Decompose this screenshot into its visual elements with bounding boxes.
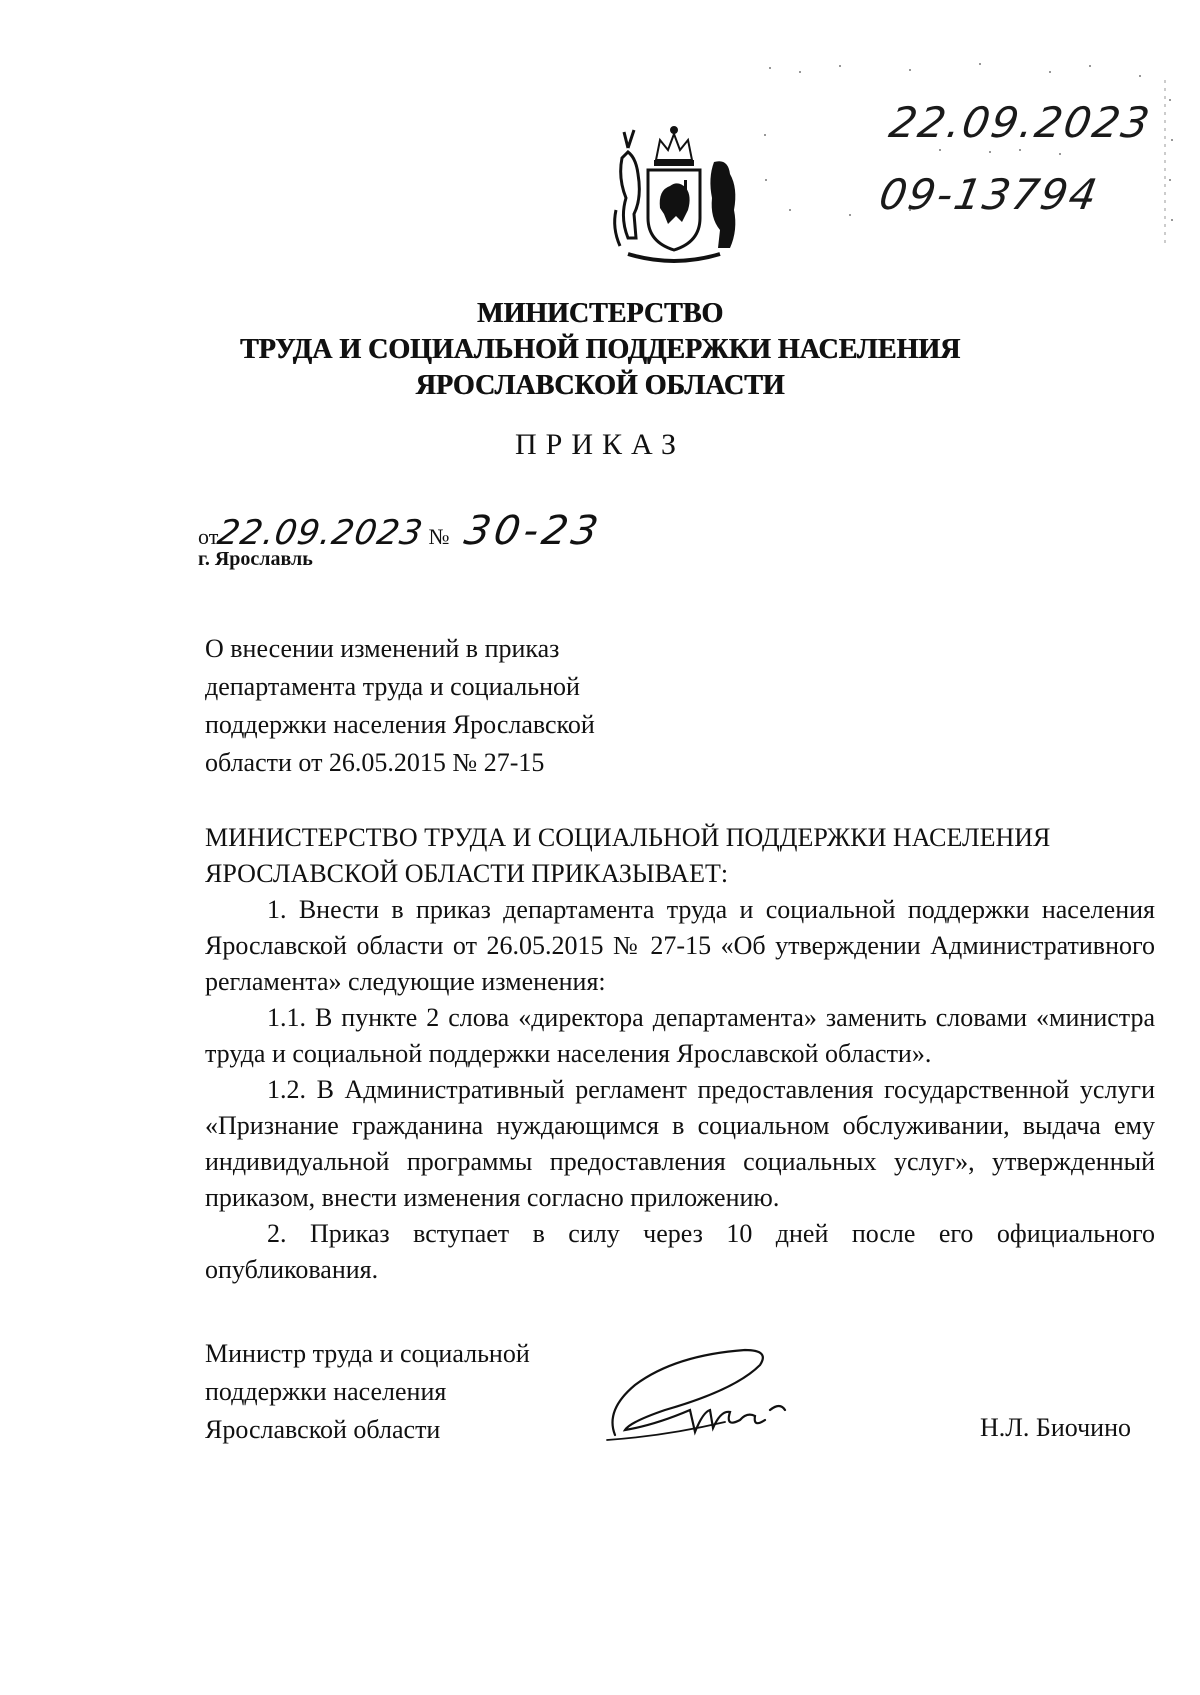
ministry-line-2: ТРУДА И СОЦИАЛЬНОЙ ПОДДЕРЖКИ НАСЕЛЕНИЯ: [239, 334, 961, 365]
signatory-name: Н.Л. Биочино: [980, 1413, 1131, 1442]
signatory-position: [205, 1335, 530, 1449]
order-city: г. Ярославль: [198, 548, 313, 570]
stamp-date: 22.09.2023: [885, 98, 1155, 147]
body-paragraph-1-2: 1.2. В Административный регламент предоставления государственной услуги «Признание гражданина нуждающимся в социальном обслуживании, выдача ему индивидуальной программы предоставления социальных услуг», утвержденный приказом, внести изменения согласно приложению.: [205, 1075, 1155, 1212]
body-lead: МИНИСТЕРСТВО ТРУДА И СОЦИАЛЬНОЙ ПОДДЕРЖКИ НАСЕЛЕНИЯ ЯРОСЛАВСКОЙ ОБЛАСТИ ПРИКАЗЫВАЕТ:: [205, 823, 1051, 888]
stamp-number: 09-13794: [875, 170, 1103, 219]
subject-line-3: поддержки населения Ярославской: [205, 710, 595, 739]
body-paragraph-2: 2. Приказ вступает в силу через 10 дней после его официального опубликования.: [205, 1219, 1155, 1284]
handwritten-signature: [595, 1340, 815, 1450]
document-type-title: ПРИКАЗ: [515, 428, 685, 461]
body-paragraph-1: 1. Внести в приказ департамента труда и социальной поддержки населения Ярославской области от 26.05.2015 № 27-15 «Об утверждении Административного регламента» следующие изменения:: [205, 895, 1155, 996]
ministry-line-3: ЯРОСЛАВСКОЙ ОБЛАСТИ: [415, 370, 785, 401]
position-line-3: Ярославской области: [205, 1415, 441, 1444]
date-prefix: от: [198, 524, 219, 549]
position-line-2: поддержки населения: [205, 1377, 447, 1406]
number-prefix: №: [428, 524, 450, 549]
ministry-header: [0, 296, 1200, 404]
order-number: 30-23: [460, 508, 606, 554]
subject-line-4: области от 26.05.2015 № 27-15: [205, 748, 545, 777]
stamp-border: [760, 60, 1180, 250]
order-body: [205, 820, 1155, 1288]
subject-line-1: О внесении изменений в приказ: [205, 634, 560, 663]
position-line-1: Министр труда и социальной: [205, 1339, 530, 1368]
yaroslavl-coat-of-arms-icon: [598, 118, 750, 268]
registration-stamp: [760, 60, 1180, 250]
body-paragraph-1-1: 1.1. В пункте 2 слова «директора департамента» заменить словами «министра труда и социальной поддержки населения Ярославской области».: [205, 1003, 1155, 1068]
order-subject: [205, 630, 665, 782]
ministry-line-1: МИНИСТЕРСТВО: [476, 298, 724, 329]
subject-line-2: департамента труда и социальной: [205, 672, 580, 701]
order-date: 22.09.2023: [214, 513, 427, 553]
